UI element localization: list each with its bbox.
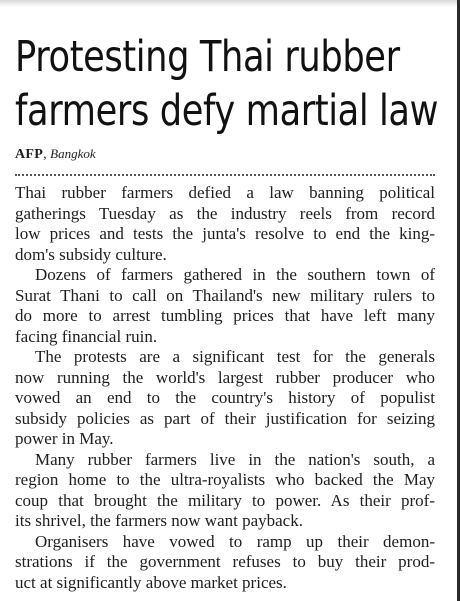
- paragraph-line: coup that brought the military to power. As their prof-: [15, 490, 435, 510]
- paragraph: [15, 265, 435, 347]
- paragraph-line: uct at significantly above market prices.: [15, 572, 287, 592]
- paragraph-line: Dozens of farmers gathered in the southern town of: [35, 265, 435, 284]
- headline-line-2: farmers defy martial law: [15, 86, 439, 136]
- dotted-divider: [15, 174, 435, 176]
- paragraph: [15, 183, 435, 265]
- headline: [15, 30, 439, 138]
- paragraph: [15, 450, 435, 532]
- paragraph-line: its shrivel, the farmers now want payback.: [15, 511, 303, 530]
- page-edge-shadow: [0, 0, 460, 7]
- paragraph-line: Thai rubber farmers defied a law banning political: [15, 183, 435, 202]
- byline-separator: ,: [43, 147, 51, 162]
- paragraph-line: facing financial ruin.: [15, 326, 158, 346]
- paragraph-line: The protests are a significant test for the generals: [35, 347, 435, 366]
- paragraph-line: power in May.: [15, 429, 114, 448]
- paragraph-line: Many rubber farmers live in the nation's south, a: [35, 449, 435, 469]
- paragraph: [15, 532, 435, 594]
- paragraph-line: region home to the ultra-royalists who backed the May: [15, 470, 435, 489]
- paragraph-line: gatherings Tuesday as the industry reels from record: [15, 203, 435, 223]
- paragraph-line: subsidy policies as part of their justification for seizing: [15, 408, 435, 428]
- paragraph: [15, 347, 435, 450]
- paragraph-line: low prices and tests the junta's resolve to end the king-: [15, 224, 435, 243]
- byline: [15, 145, 96, 164]
- paragraph-line: now running the world's largest rubber producer who: [15, 367, 435, 387]
- paragraph-line: Organisers have vowed to ramp up their demon-: [35, 531, 435, 551]
- byline-agency: AFP: [15, 147, 44, 162]
- paragraph-line: dom's subsidy culture.: [15, 244, 167, 264]
- article-body: [15, 183, 435, 593]
- paragraph-line: vowed an end to the country's history of populist: [15, 388, 435, 407]
- paragraph-line: do more to arrest tumbling prices that have left many: [15, 306, 435, 325]
- paragraph-line: Surat Thani to call on Thailand's new military rulers to: [15, 285, 435, 305]
- headline-line-1: Protesting Thai rubber: [15, 32, 400, 82]
- byline-place: Bangkok: [50, 146, 96, 161]
- paragraph-line: strations if the government refuses to buy their prod-: [15, 552, 435, 571]
